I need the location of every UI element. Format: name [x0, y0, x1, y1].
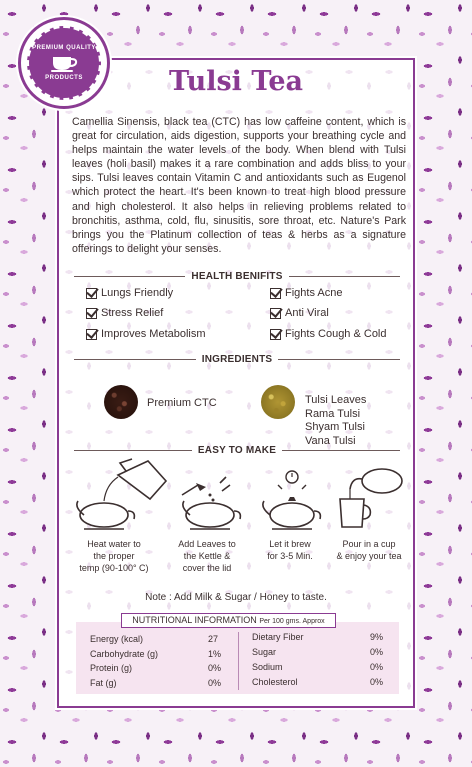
checkbox-icon — [86, 308, 97, 319]
nutrition-row: Protein (g) 0% — [90, 663, 222, 673]
checkbox-icon — [270, 288, 281, 299]
kettle-pour-icon — [77, 459, 166, 529]
nutrition-row: Fat (g) 0% — [90, 678, 222, 688]
ingredient-tulsi-list: Tulsi Leaves Rama Tulsi Shyam Tulsi Vana Tulsi — [305, 394, 367, 447]
nutrition-row: Carbohydrate (g) 1% — [90, 649, 222, 659]
health-benefits-heading: HEALTH BENIFITS — [74, 269, 400, 283]
badge-top-text: PREMIUM QUALITY — [32, 45, 96, 51]
benefit-item: Anti Viral — [270, 307, 329, 319]
step-1-caption: Heat water to the proper temp (90-100° C) — [79, 539, 149, 573]
nutrition-row: Sugar 0% — [252, 647, 384, 657]
tulsi-leaves-image — [261, 385, 295, 419]
benefit-item: Fights Cough & Cold — [270, 328, 387, 340]
nutrition-row: Dietary Fiber 9% — [252, 632, 384, 642]
badge-bottom-text: PRODUCTS — [45, 75, 83, 81]
brewing-steps-illustration — [70, 455, 410, 533]
ctc-tea-image — [104, 385, 138, 419]
pour-cup-icon — [340, 469, 402, 527]
nutrition-row: Sodium 0% — [252, 662, 384, 672]
add-leaves-icon — [182, 477, 240, 529]
checkbox-icon — [270, 308, 281, 319]
step-2-caption: Add Leaves to the Kettle & cover the lid — [178, 539, 236, 573]
step-4-caption: Pour in a cup & enjoy your tea — [336, 539, 402, 561]
ingredient-ctc-label: Premium CTC — [147, 397, 217, 409]
product-title: Tulsi Tea — [168, 66, 304, 97]
nutrition-row: Energy (kcal) 27 — [90, 634, 219, 644]
checkbox-icon — [86, 288, 97, 299]
product-description: Camellia Sinensis, black tea (CTC) has low caffeine content, which is great for circulation, aids digestion, supports your breathing cycle and helps maintain the water levels of the body. When blend with Tulsi leaves (holi basil) makes it a rare combination and adds bliss to your sips. Tulsi leaves contain Vitamin C and antioxidants such as Eugenol which protect the heart. It's been known to treat high blood pressure and high cholesterol. It also helps in relieving problems related to bronchitis, asthma, cold, flu, sinusitis, sore throat, etc. Nature's Park brings you the Platinum collection of teas & herbs as a signature offerings to delight your senses. — [72, 116, 406, 255]
benefit-item: Lungs Friendly — [86, 287, 173, 299]
nutrition-heading: NUTRITIONAL INFORMATION Per 100 gms. Approx — [121, 613, 336, 628]
ingredients-heading: INGREDIENTS — [74, 352, 400, 366]
benefit-item: Stress Relief — [86, 307, 163, 319]
benefit-item: Fights Acne — [270, 287, 342, 299]
nutrition-divider — [238, 632, 239, 690]
serving-note: Note : Add Milk & Sugar / Honey to taste. — [145, 592, 327, 603]
easy-to-make-heading: EASY TO MAKE — [74, 443, 400, 457]
benefit-item: Improves Metabolism — [86, 328, 206, 340]
brew-timer-icon — [263, 471, 321, 529]
nutrition-row: Cholesterol 0% — [252, 677, 384, 687]
step-3-caption: Let it brew for 3-5 Min. — [267, 539, 313, 561]
checkbox-icon — [86, 329, 97, 340]
checkbox-icon — [270, 329, 281, 340]
